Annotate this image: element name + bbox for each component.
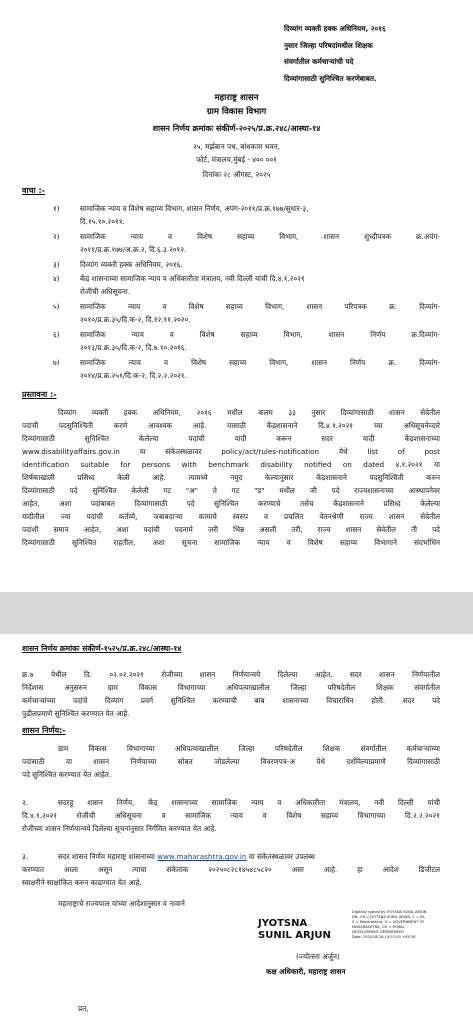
reference-text: सामाजिक न्याय व विशेष सहाय्य विभाग, शासन निर्णय, अपंग-२०११/प्र.क्र.१७७/सुधार-३, — [80, 204, 309, 213]
clause-line: करण्यात आला असून त्याचा संकेतांक २०२५०८२८१४५४८५८२० असा आहे. हा आदेश डिजीटल — [22, 865, 440, 874]
page-separator — [0, 592, 473, 634]
reference-text: केंद्र शासनाच्या सामाजिक न्याय व अधिकारीता मंत्रालय, नवी दिल्ली यांची दि.४.१.२०२१ — [80, 274, 305, 283]
preamble-line: आहेत, अशा पदांबाबत दिव्यांगासाठी पदे सुनिश्चित करण्याचे तसेच केंद्रशासनाने प्रसिध्द केलेल्या — [22, 499, 440, 508]
clause-line: सदरहू शासन निर्णय, केंद्र शासनाच्या सामाजिक न्याय व अधिकारीता मंत्रालय, नवी दिल्ली यांची — [58, 798, 440, 807]
subject-line: संवर्गातील कर्मचाऱ्यांची पदे — [284, 57, 354, 66]
preamble-heading: प्रस्तावना :- — [22, 390, 57, 399]
clause-number: २. — [22, 798, 29, 807]
clause-line: स्वाक्षरीने साक्षांकित करुन काढण्यात येत आहे. — [22, 878, 142, 887]
reference-text: २०११/प्र.क्र.१७७/अ.क्र.२, दि.६.३.२०१२. — [80, 245, 187, 254]
reference-text: सामाजिक न्याय व विशेष सहाय्य विभाग, शासन निर्णय क्र.दिव्यांग- — [80, 330, 440, 339]
department-heading: ग्राम विकास विभाग — [206, 107, 267, 117]
clause-line: रोजीच्या शासन निर्णयान्वये दिलेल्या सूचनांनुसार निर्गमित करण्यात येत आहे. — [22, 824, 217, 833]
decision-line: ग्राम विकास विभागाच्या अधिपत्याखालील जिल्हा परिषदेतील शिक्षक संवर्गातील कर्मचाऱ्यांच्या — [58, 744, 440, 753]
digital-signature-details: MAHARASHTRA, OU = RURAL — [352, 925, 405, 929]
preamble-line: दिव्यांगासाठी पदे सुनिश्चित केलेली गट "अ" ते गट "ड" मधील जी पदे राज्यशासनाच्या आस्थापनेवर — [22, 486, 440, 495]
office-address: फोर्ट, मंत्रालय,मुंबई - ४०० ००१ — [196, 155, 277, 164]
website-link[interactable]: www.maharashtra.gov.in — [157, 852, 247, 861]
copy-to-label: प्रत, — [78, 1004, 89, 1013]
reference-text: २०१३/प्र.क्र.३५/दि.क-२, दि.७.१०.२०१६. — [80, 343, 187, 352]
reference-number: ४) — [53, 274, 60, 283]
preamble-line: दिव्यांग व्यक्ती हक्क अधिनियम, २०१६ मधील कलम ३३ नुसार दिव्यांगासाठी शासन सेवेतील — [58, 408, 440, 417]
reference-text: सामाजिक न्याय व विशेष सहाय्य विभाग, शासन शुध्दीपत्रक क्र.अपंग- — [80, 232, 440, 241]
references-heading: वाचा :- — [22, 186, 45, 195]
preamble-line: www.disabilityaffairs.gov.in या संकेतस्थळावर policy/act/rules-notification येथे list of post — [22, 447, 440, 456]
preamble-line: पदांशी समान आहेत, अशा पदांची पदनामे जरी भिन्न असली तरी, राज्य शासन सेवेतील ती पदे — [22, 525, 440, 534]
digital-signature-details: Digitally signed by JYOTSNA SUNIL ARJUN — [352, 910, 427, 914]
paragraph-line: कर्मचाऱ्यांच्या पदांचे दिव्यांग प्रवर्ग सुनिश्चित करण्याची बाब शासनाच्या विचाराधिन होती. सदर पदे — [22, 696, 440, 705]
reference-text: दि.१५.१०.२०११. — [80, 217, 125, 226]
reference-text: दिव्यांग व्यक्ती हक्क अधिनियम, २०१६. — [80, 260, 183, 269]
preamble-line: यादीतील ज्या पदांची कर्तव्ये, जबाबदाऱ्या कामाचे स्वरुप व प्रचलित वेतनश्रेणी राज्य शासन सेवेतील — [22, 512, 440, 521]
government-heading: महाराष्ट्र शासन — [214, 93, 259, 103]
signer-name: JYOTSNA — [258, 918, 308, 929]
reference-text: सामाजिक न्याय व विशेष सहाय्य विभाग, शासन निर्णय क्र. दिव्यांग- — [80, 358, 440, 367]
subject-line: नुसार जिल्हा परिषदांमधील शिक्षक — [284, 41, 373, 50]
reference-number: ३) — [53, 260, 60, 269]
preamble-line: दिव्यांगासाठी सुनिश्चित राहतील, अशा सूचना सामाजिक न्याय व विशेष सहाय्य विभागाने संदर्भाधिन — [22, 538, 440, 547]
paragraph-line: पुढीलप्रमाणे सुनिश्चित करण्यात येत आहे. — [22, 709, 130, 718]
gr-number-title: शासन निर्णय क्रमांकः संकीर्ण-२०२५/प्र.क्र.२४८/आस्था-१४ — [152, 124, 321, 133]
reference-number: २) — [53, 232, 60, 241]
clause-text: या संकेतस्थळावर उपलब्ध — [246, 852, 315, 861]
reference-text: सामाजिक न्याय व विशेष सहाय्य विभाग, शासन परिपत्रक क्र. दिव्यांग- — [80, 302, 440, 311]
governor-order-line: महाराष्ट्राचे राज्यपाल यांच्या आदेशानुसार व नावाने — [58, 899, 185, 908]
decision-line: पदांसाठी या शासन निर्णयाच्या सोबत जोडलेल्या विवरणपत्र-अ येथे दर्शविल्याप्रमाणे दिव्यांगासाठी — [22, 757, 440, 766]
clause-text: सदर शासन निर्णय महाराष्ट्र शासनाच्या — [58, 852, 158, 861]
office-address: २५, मर्झबान पथ, बांधकाम भवन, — [193, 142, 280, 151]
reference-number: ७) — [53, 358, 60, 367]
document-page-2 — [0, 634, 473, 1024]
reference-text: २०१४/प्र.क्र.२५१/दि.क-२, दि.२.२.२०२१. — [80, 371, 187, 380]
clause-number: ३. — [22, 852, 29, 861]
digital-signature-details: Date: 2025.08.28 14:57:03 +05'30' — [352, 935, 417, 939]
subject-line: दिव्यांग व्यक्ती हक्क अधिनियम, २०१६ — [284, 24, 386, 33]
page-header-gr-number: शासन निर्णय क्रमांकः संकीर्ण-१५२५/प्र.क्र.२४८/आस्था-१४ — [22, 644, 182, 653]
digital-signature-details: DEVELOPMENT DEPARTMENT — [352, 930, 405, 934]
reference-number: ५) — [53, 302, 60, 311]
signer-designation: कक्ष अधिकारी, महाराष्ट्र शासन — [266, 967, 346, 976]
decision-heading: शासन निर्णय:- — [22, 726, 66, 735]
reference-text: रोजीची अधिसूचना. — [80, 287, 131, 296]
reference-text: २०१०/प्र.क्र.३५/दि.क-२, दि.१२.११.२०२०. — [80, 315, 191, 324]
digital-signature-details: S = Maharashtra, O = GOVERNMENT OF — [352, 920, 425, 924]
preamble-line: दिव्यांगासाठी सुनिश्चित केलेल्या पदांची यादी करून सदर यादी केंद्रशासनाच्या — [22, 434, 440, 443]
signer-name: SUNIL ARJUN — [258, 930, 331, 941]
digital-signature-details: DN: CN = JYOTSNA SUNIL ARJUN, C = IN, — [352, 915, 426, 919]
preamble-line: पदांची पदसुनिश्चिती करणे आवश्यक आहे. यासाठी केंद्रशासनाने दि.४.१.२०२१ च्या अधिसूचनेव्दारे — [22, 421, 440, 430]
reference-number: ६) — [53, 330, 60, 339]
signer-marathi-name: (ज्योत्स्ना अर्जुन) — [296, 952, 340, 961]
clause-line — [58, 852, 315, 861]
paragraph-line: निर्देशास अनुसरुन ग्राम विकास विभागाच्या अधिपत्याखालील जिल्हा परिषदेतील शिक्षक संवर्गातील — [22, 683, 440, 692]
subject-line: दिव्यांगासाठी सुनिश्चित करणेबाबत. — [284, 74, 377, 83]
preamble-line: identification suitable for persons with benchmark disability notified on dated ४.१.२०२१ या — [22, 460, 440, 469]
gr-date: दिनांकः २८ ऑगस्ट, २०२५ — [202, 170, 271, 179]
preamble-line: शिर्षकाखाली प्रसिध्द केली आहे. त्यामध्ये नमुद केल्यानुसार केंद्रशासनाने पदसुनिश्चिती करुन — [22, 473, 440, 482]
paragraph-line: क्र.७ येथील दि. ०२.०२.२०२१ रोजीच्या शासन निर्णयान्वये दिलेल्या आहेत. सदर शासन निर्णयातील — [22, 670, 440, 679]
reference-number: १) — [53, 204, 60, 213]
decision-line: पदे सुनिश्चित करण्यात येत आहेत. — [22, 770, 112, 779]
clause-line: दि.४.१.२०२१ रोजीची अधिसूचना व सामाजिक न्याय व विशेष सहाय्य विभागाच्या दि.२.२.२०२१ — [22, 811, 440, 820]
